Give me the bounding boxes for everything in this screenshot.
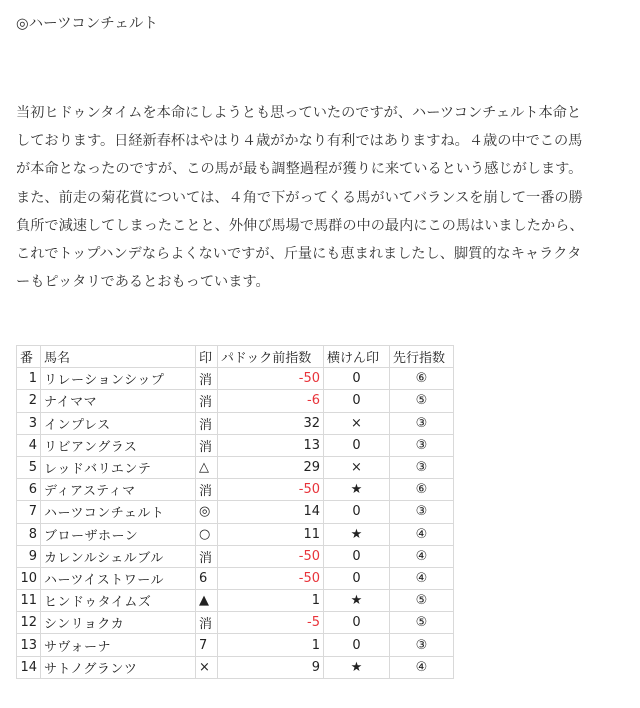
table-row — [17, 567, 454, 589]
cell-paddock-index: -6 — [218, 390, 324, 412]
cell-paddock-index: 13 — [218, 434, 324, 456]
paragraph-line: 当初ヒドゥンタイムを本命にしようとも思っていたのですが、ハーツコンチェルト本命と — [16, 105, 582, 121]
cell-number: 10 — [17, 567, 41, 589]
cell-senko-index: ⑤ — [390, 390, 454, 412]
header-horse-name: 馬名 — [41, 346, 196, 368]
table-body — [17, 368, 454, 679]
cell-paddock-index: -50 — [218, 479, 324, 501]
paragraph-line: これでトップハンデならよくないですが、斤量にも恵まれましたし、脚質的なキャラクタ — [16, 246, 582, 263]
cell-senko-index: ④ — [390, 523, 454, 545]
cell-horse-name: ヒンドゥタイムズ — [41, 590, 196, 612]
cell-yoko-mark: 0 — [324, 545, 390, 567]
cell-number: 14 — [17, 656, 41, 678]
cell-horse-name: シンリョクカ — [41, 612, 196, 634]
cell-number: 1 — [17, 368, 41, 390]
cell-yoko-mark: × — [324, 412, 390, 434]
cell-senko-index: ③ — [390, 434, 454, 456]
cell-yoko-mark: × — [324, 456, 390, 478]
cell-senko-index: ⑤ — [390, 612, 454, 634]
cell-mark: △ — [196, 456, 218, 478]
table-row — [17, 545, 454, 567]
header-mark: 印 — [196, 346, 218, 368]
cell-number: 2 — [17, 390, 41, 412]
cell-yoko-mark: ★ — [324, 523, 390, 545]
cell-paddock-index: -50 — [218, 545, 324, 567]
cell-horse-name: ナイママ — [41, 390, 196, 412]
cell-paddock-index: -5 — [218, 612, 324, 634]
cell-mark: 6 — [196, 567, 218, 589]
cell-horse-name: カレンルシェルブル — [41, 545, 196, 567]
cell-paddock-index: 11 — [218, 523, 324, 545]
table-row — [17, 479, 454, 501]
cell-number: 13 — [17, 634, 41, 656]
cell-paddock-index: 29 — [218, 456, 324, 478]
cell-senko-index: ⑥ — [390, 479, 454, 501]
cell-horse-name: リレーションシップ — [41, 368, 196, 390]
cell-number: 6 — [17, 479, 41, 501]
cell-number: 9 — [17, 545, 41, 567]
cell-mark: 消 — [196, 479, 218, 501]
cell-number: 4 — [17, 434, 41, 456]
table-row — [17, 390, 454, 412]
cell-senko-index: ④ — [390, 567, 454, 589]
cell-senko-index: ③ — [390, 456, 454, 478]
table-row — [17, 501, 454, 523]
cell-yoko-mark: 0 — [324, 390, 390, 412]
cell-horse-name: ハーツイストワール — [41, 567, 196, 589]
article-paragraph — [16, 99, 628, 296]
cell-mark: ▲ — [196, 590, 218, 612]
cell-mark: 7 — [196, 634, 218, 656]
cell-mark: × — [196, 656, 218, 678]
paragraph-line: ーもピッタリであるとおもっています。 — [16, 274, 270, 291]
cell-horse-name: サトノグランツ — [41, 656, 196, 678]
cell-yoko-mark: 0 — [324, 612, 390, 634]
header-yoko-mark: 横けん印 — [324, 346, 390, 368]
cell-horse-name: ハーツコンチェルト — [41, 501, 196, 523]
cell-number: 12 — [17, 612, 41, 634]
cell-senko-index: ③ — [390, 412, 454, 434]
cell-horse-name: ディアスティマ — [41, 479, 196, 501]
table-row — [17, 412, 454, 434]
cell-mark: ○ — [196, 523, 218, 545]
cell-mark: ◎ — [196, 501, 218, 523]
cell-yoko-mark: 0 — [324, 567, 390, 589]
paragraph-line: が本命となったのですが、この馬が最も調整過程が獲りに来ているという感じがします。 — [16, 161, 583, 178]
table-row — [17, 434, 454, 456]
cell-number: 5 — [17, 456, 41, 478]
cell-senko-index: ⑥ — [390, 368, 454, 390]
table-row — [17, 612, 454, 634]
cell-paddock-index: 1 — [218, 634, 324, 656]
header-senko-index: 先行指数 — [390, 346, 454, 368]
cell-horse-name: サヴォーナ — [41, 634, 196, 656]
cell-mark: 消 — [196, 390, 218, 412]
cell-paddock-index: 32 — [218, 412, 324, 434]
table-row — [17, 656, 454, 678]
cell-number: 3 — [17, 412, 41, 434]
cell-number: 11 — [17, 590, 41, 612]
cell-yoko-mark: 0 — [324, 501, 390, 523]
cell-paddock-index: 14 — [218, 501, 324, 523]
cell-paddock-index: -50 — [218, 368, 324, 390]
cell-mark: 消 — [196, 434, 218, 456]
paragraph-line: また、前走の菊花賞については、４角で下がってくる馬がいてバランスを崩して一番の勝 — [16, 189, 583, 206]
cell-horse-name: インプレス — [41, 412, 196, 434]
cell-number: 8 — [17, 523, 41, 545]
header-paddock-index: パドック前指数 — [218, 346, 324, 368]
cell-mark: 消 — [196, 412, 218, 434]
paragraph-line: 負所で減速してしまったことと、外伸び馬場で馬群の中の最内にこの馬はいましたから、 — [16, 217, 584, 234]
cell-yoko-mark: 0 — [324, 368, 390, 390]
cell-horse-name: リビアングラス — [41, 434, 196, 456]
table-row — [17, 368, 454, 390]
cell-paddock-index: 9 — [218, 656, 324, 678]
cell-senko-index: ④ — [390, 545, 454, 567]
table-header-row — [17, 346, 454, 368]
cell-yoko-mark: 0 — [324, 634, 390, 656]
table-row — [17, 456, 454, 478]
cell-horse-name: レッドバリエンテ — [41, 456, 196, 478]
cell-yoko-mark: 0 — [324, 434, 390, 456]
header-number: 番 — [17, 346, 41, 368]
article-heading: ◎ハーツコンチェルト — [16, 16, 158, 32]
paragraph-line: しております。日経新春杯はやはり４歳がかなり有利ではありますね。４歳の中でこの馬 — [16, 133, 583, 150]
cell-paddock-index: -50 — [218, 567, 324, 589]
cell-mark: 消 — [196, 368, 218, 390]
table-row — [17, 590, 454, 612]
cell-yoko-mark: ★ — [324, 479, 390, 501]
cell-senko-index: ③ — [390, 634, 454, 656]
cell-paddock-index: 1 — [218, 590, 324, 612]
horse-index-table — [16, 345, 454, 679]
cell-mark: 消 — [196, 612, 218, 634]
cell-senko-index: ④ — [390, 656, 454, 678]
cell-number: 7 — [17, 501, 41, 523]
cell-yoko-mark: ★ — [324, 656, 390, 678]
cell-horse-name: ブローザホーン — [41, 523, 196, 545]
cell-mark: 消 — [196, 545, 218, 567]
table-row — [17, 634, 454, 656]
cell-yoko-mark: ★ — [324, 590, 390, 612]
cell-senko-index: ⑤ — [390, 590, 454, 612]
table-row — [17, 523, 454, 545]
cell-senko-index: ③ — [390, 501, 454, 523]
